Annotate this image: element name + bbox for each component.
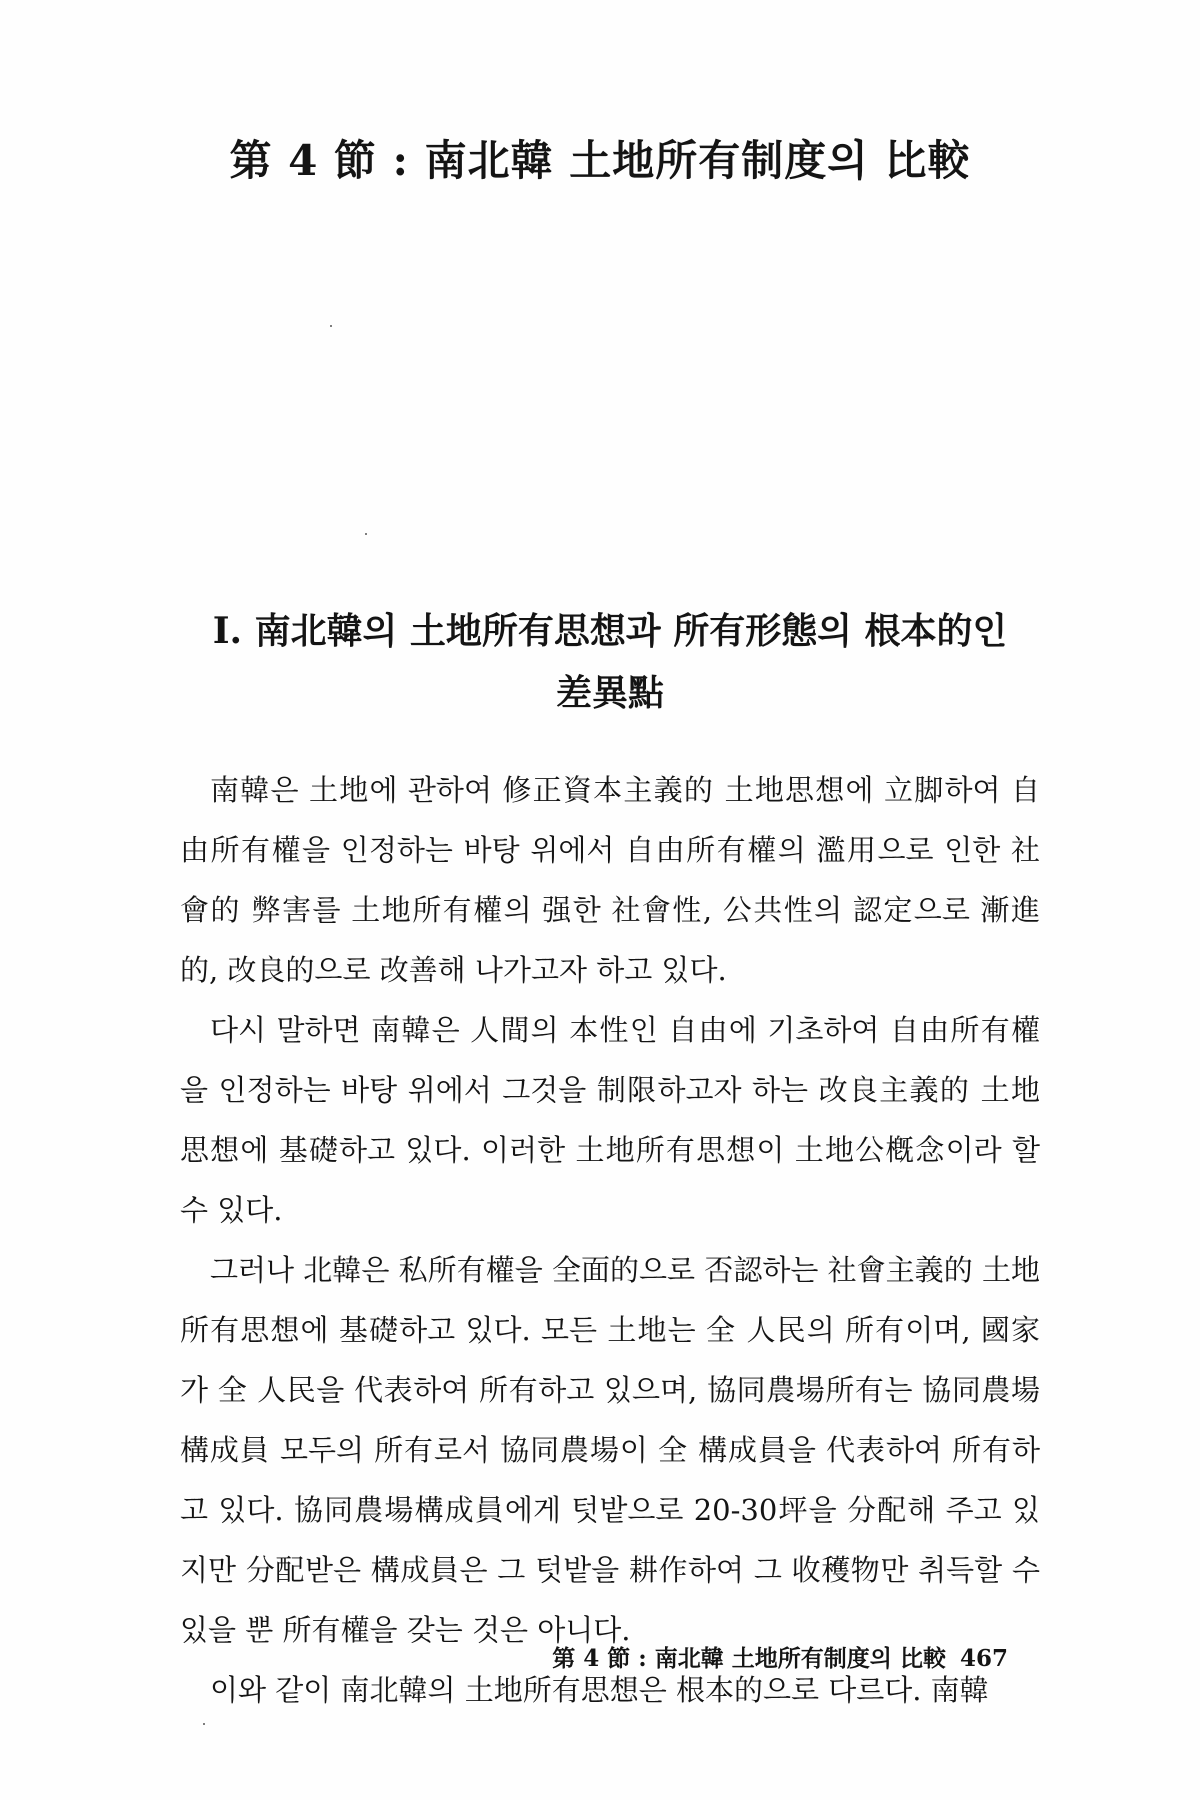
paragraph: 그러나 北韓은 私所有權을 全面的으로 否認하는 社會主義的 土地所有思想에 基礎하고 있다. 모든 土地는 全 人民의 所有이며, 國家가 全 人民을 代表하여 所有하고 있으며, 協同農場所有는 協同農場構成員 모두의 所有로서 協同農場이 全 構成員을 代表하여 所有하고 있다. 協同農場構成員에게 텃밭으로 20-30坪을 分配해 주고 있지만 分配받은 構成員은 그 텃밭을 耕作하여 그 收穫物만 취득할 수 있을 뿐 所有權을 갖는 것은 아니다. xyxy=(180,1253,1040,1647)
paragraph: 南韓은 土地에 관하여 修正資本主義的 土地思想에 立脚하여 自由所有權을 인정하는 바탕 위에서 自由所有權의 濫用으로 인한 社會的 弊害를 土地所有權의 强한 社會性, 公共性의 認定으로 漸進的, 改良的으로 改善해 나가고자 하고 있다. xyxy=(180,773,1040,987)
scan-speck xyxy=(365,533,367,535)
body-text xyxy=(180,760,1040,1720)
paragraph: 이와 같이 南北韓의 土地所有思想은 根本的으로 다르다. 南韓 xyxy=(210,1673,989,1707)
page-number: 467 xyxy=(959,1645,1008,1672)
subsection-title-line-1: Ⅰ. 南北韓의 土地所有思想과 所有形態의 根本的인 xyxy=(212,610,1008,652)
scan-speck xyxy=(203,1723,205,1725)
subsection-title-line-2: 差異點 xyxy=(555,672,664,714)
paragraph: 다시 말하면 南韓은 人間의 本性인 自由에 기초하여 自由所有權을 인정하는 바탕 위에서 그것을 制限하고자 하는 改良主義的 土地思想에 基礎하고 있다. 이러한 土地所有思想이 土地公槪念이라 할 수 있다. xyxy=(180,1013,1040,1227)
page-footer xyxy=(0,1640,1008,1673)
scan-speck xyxy=(330,325,332,327)
running-title: 第 4 節 : 南北韓 土地所有制度의 比較 xyxy=(552,1645,946,1672)
section-title: 第 4 節 : 南北韓 土地所有制度의 比較 xyxy=(229,136,971,185)
subsection-title xyxy=(180,600,1040,724)
